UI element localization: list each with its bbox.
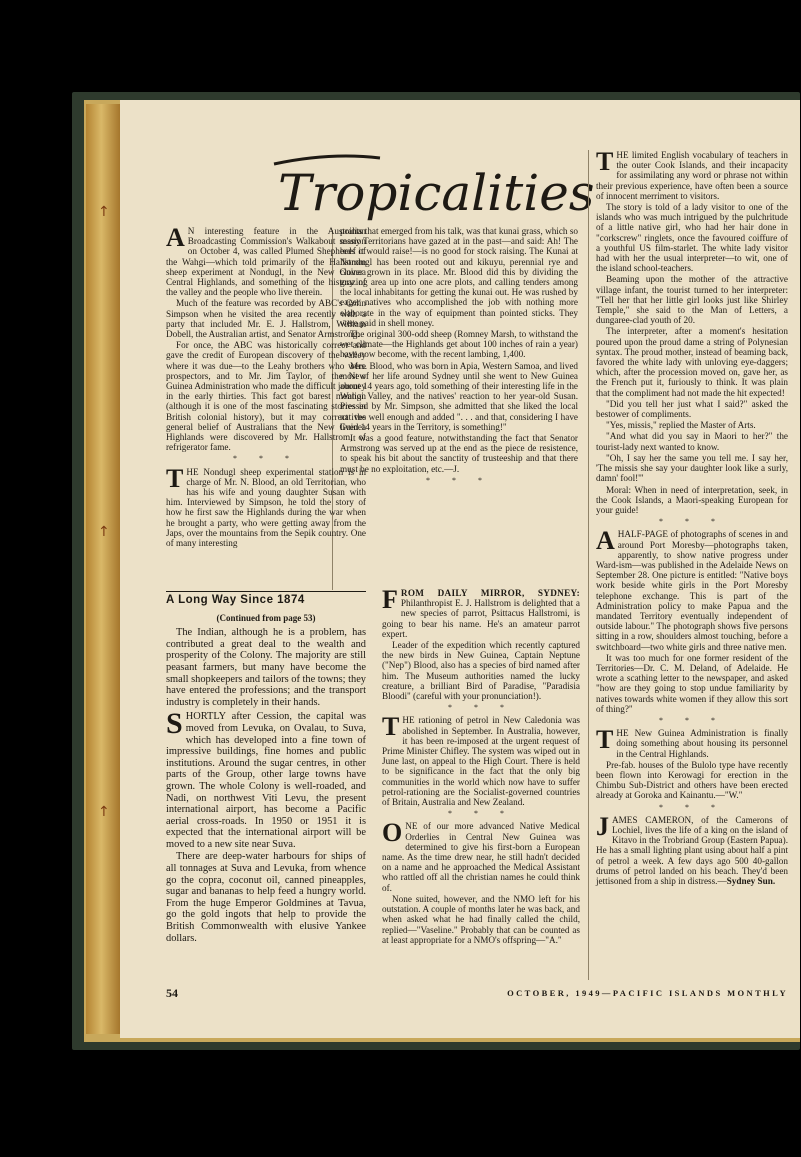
paragraph: The original 300-odd sheep (Romney Marsh, to withstand the wet climate—the Highlands get about 100 inches of rain a year) have now become, with the recent lambing, 1,400.: [340, 329, 578, 360]
paragraph: THE rationing of petrol in New Caledonia was abolished in September. In Australia, however, it has been re-imposed at the urgent request of Prime Minister Chifley. The system was wiped out in June last, on appeal to the High Court. There is held to be significance in the fact that the only big communities in the world which now have to suffer petrol-rationing are the Socialist-governed countries of Britain, Australia and New Zealand.: [382, 712, 580, 808]
paragraph: Leader of the expedition which recently captured the new birds in New Guinea, Captain Neptune ("Nep") Blood, also has a species of bird named after him. The Museum authorities named the lucky creature, a brilliant Bird of Paradise, "Paradisia Bloodi" (careful with your pronunciation!).: [382, 640, 580, 702]
page-footer: [166, 986, 788, 1000]
paragraph: The story is told of a lady visitor to one of the islands who was much intrigued by the pulchritude of a little native girl, who had her hair done in "corkscrew" ringlets, once the favoured coiffure of a youthful US film-starlet. The white lady visitor had with her the usual interpreter—to wit, one of the island school-teachers.: [596, 202, 788, 274]
paragraph: "Oh, I say her the same you tell me. I say her, 'The missis she say your daughter look like a surly, damn' fool!'": [596, 452, 788, 484]
paragraph: THE Nondugl sheep experimental station is in charge of Mr. N. Blood, an old Territorian, who has his wife and young daughter Susan with him. Interviewed by Simpson, he told the story of how he first saw the Highlands during the war when he brought a party, who were getting away from the Japs, over the mountains from the Sepik country. One of many interesting: [166, 463, 366, 549]
svg-text:Tropicalities: Tropicalities: [278, 164, 595, 222]
article-abc-walkabout: [166, 223, 366, 549]
paragraph: Pre-fab. houses of the Bulolo type have recently been flown into Kerowagi for erection in the Chimbu Sub-District and others have been erected already at Goroka and Kainantu.—"W.": [596, 759, 788, 801]
paragraph: points that emerged from his talk, was that kunai grass, which so many Territorians have gazed at in the past—and said: Ah! The beef it would raise!—is no good for stock raising. The Kunai at Nondugl has been rooted out and kikuyu, perennial rye and clover grown in its place. Mr. Blood did this by dividing the grazing area up into one acre plots, and calling tenders among the local inhabitants for getting the kunai out. He was rushed by eager natives who accomplished the job with nothing more elaborate in the way of equipment than pointed sticks. They were paid in shell money.: [340, 226, 578, 328]
separator-stars: * * *: [659, 802, 725, 812]
article-parrot-and-more: [382, 585, 580, 946]
paragraph: There are deep-water harbours for ships of all tonnages at Suva and Levuka, from whence go the copra, coconut oil, canned pineapples, sugar and bananas to help feed a hungry world. From the huge Emperor Goldmines at Tavua, go the gold ingots that help to provide the British Commonwealth with elusive Yankee dollars.: [166, 851, 366, 944]
spine-mark: ↑: [98, 524, 110, 540]
paragraph: "Yes, missis," replied the Master of Arts.: [606, 420, 756, 431]
separator-stars: * * *: [448, 809, 514, 819]
spine-page-edges: [86, 104, 120, 1034]
paragraph: JAMES CAMERON, of the Camerons of Lochiel, lives the life of a king on the island of Kitavo in the Trobriand Group (Eastern Papua). He has a small lighting plant using about half a pint of petrol a week. A few days ago 500 40-gallon drums of petrol landed on his beach. They'd been jettisoned from a ship in distress.—Sydney Sun.: [596, 811, 788, 887]
article-abc-continued: [340, 226, 578, 488]
publication-line: OCTOBER, 1949—PACIFIC ISLANDS MONTHLY: [507, 988, 788, 998]
paragraph: For once, the ABC was historically correct and gave the credit of European discovery of the valley where it was due—to the Leahy brothers who were prospectors, and to Mr. Jim Taylor, of the New Guinea Administration who made the difficult journey in the early thirties. This fact got barest mention (although it is one of the most fascinating stories in British colonial history), but it may correct the general belief of Australians that the New Guinea Highlands were discovered by Mr. Hallstrom, of refrigerator fame.: [166, 340, 366, 453]
paragraph: A N interesting feature in the Australian Broadcasting Commission's Walkabout session on October 4, was called Plumed Shepherds of the Wahgi—which told primarily of the Hallstrom sheep experiment at Nondugl, in the New Guinea Central Highlands, and something of the history of the valley and the people who live therein.: [166, 223, 366, 298]
page-number: 54: [166, 986, 178, 1000]
paragraph: It was too much for one former resident of the Territories—Dr. C. M. Deland, of Adelaide. He wrote a scathing letter to the newspaper, and asked "how are they going to stop undue familiarity by natives towards white women if they allow this sort of thing?": [596, 652, 788, 714]
paragraph: SHORTLY after Cession, the capital was moved from Levuka, on Ovalau, to Suva, which has developed into a fine town of impressive buildings, fine homes and public institutions. Around the sugar centres, in other parts of the Group, other large towns have grown. The whole Colony is well-roaded, and Nadi, on northwest Viti Levu, the present international airport, has become a Pacific aerial cross-roads. In 1950 or 1951 it is expected that the international airport will be moved to a new site near Suva.: [166, 707, 366, 850]
separator-stars: * * *: [426, 475, 492, 485]
separator-stars: * * *: [233, 454, 299, 464]
article-long-way: [166, 588, 366, 945]
spine-mark: ↑: [98, 804, 110, 820]
paragraph: FROM DAILY MIRROR, SYDNEY: Philanthropist E. J. Hallstrom is delighted that a new species of parrot, Psittacus Hallstromi, is going to bear his name. He's an amateur parrot expert.: [382, 585, 580, 639]
paragraph: Much of the feature was recorded by ABC's Colin Simpson when he visited the area recently with a party that included Mr. E. J. Hallstrom, William Dobell, the Australian artist, and Senator Armstrong.: [166, 298, 366, 340]
paragraph: It was a good feature, notwithstanding the fact that Senator Armstrong was served up at the end as the piece de resistence, to speak his bit about the sanctity of trusteeship and that there must be no exploitation, etc.—J.: [340, 433, 578, 474]
separator-stars: * * *: [448, 703, 514, 713]
separator-stars: * * *: [659, 517, 725, 527]
paragraph: The Indian, although he is a problem, has contributed a great deal to the wealth and prosperity of the Colony. The majority are still peasant farmers, but many have become the small shopkeepers and tailors of the towns; they have entered the professions; and the transport industry is completely in their hands.: [166, 627, 366, 708]
paragraph: "And what did you say in Maori to her?" the tourist-lady next wanted to know.: [596, 431, 788, 452]
paragraph: ONE of our more advanced Native Medical Orderlies in Central New Guinea was determined to give his first-born a European name. As the time drew near, he still hadn't decided on a name and he approached the Medical Assistant who rattled off all the christian names he could think of.: [382, 818, 580, 893]
article-heading: A Long Way Since 1874: [166, 591, 366, 611]
paragraph: THE New Guinea Administration is finally doing something about housing its personnel in the Central Highlands.: [596, 725, 788, 759]
magazine-page: [120, 100, 800, 1038]
paragraph: AHALF-PAGE of photographs of scenes in and around Port Moresby—photographs taken, apparently, to show native progress under Ward-ism—was published in the Adelaide News on September 28. One picture is entitled: "Native boys work beside white girls in the Port Moresby telephone exchange. This is part of the Administration policy to make Papua and the mandated Territory eventually independent of outside labour." The photograph shows five persons sitting in a row, shoulders almost touching, before a switchboard—two white girls and three native men.: [596, 526, 788, 652]
paragraph: "Did you tell her just what I said?" asked the bestower of compliments.: [596, 398, 788, 420]
page-title: [270, 142, 595, 232]
spine-mark: ↑: [98, 204, 110, 220]
paragraph: The interpreter, after a moment's hesitation poured upon the proud dame a string of Polynesian syntax. The proud mother, instead of beaming back, favored the white lady with unloving eye-daggers; which, after the procession moved on, gave her, as the French put it, furiously to think. It was plain that the compliment had not made the hit expected!: [596, 326, 788, 398]
column-rule: [588, 150, 589, 980]
paragraph: None suited, however, and the NMO left for his outstation. A couple of months later he was back, and when asked what he had finally called the child, replied—"Vaseline." Probably that can be counted as at least appropriate for a NMO's offspring—"A.": [382, 893, 580, 945]
continued-note: (Continued from page 53): [216, 612, 316, 623]
paragraph: THE limited English vocabulary of teachers in the outer Cook Islands, and their incapacity for assimilating any word or phrase not within their previous experience, have often been a source of innocent merriment to visitors.: [596, 147, 788, 201]
paragraph: Mrs. Blood, who was born in Apia, Western Samoa, and lived most of her life around Sydney until she went to New Guinea about 14 years ago, told something of their interesting life in the Wahgi Valley, and the natives' reaction to her year-old Susan. Pressed by Mr. Simpson, she admitted that she liked the local natives well enough and added ". . . and that, considering I have lived 14 years in the Territory, is something!": [340, 360, 578, 432]
separator-stars: * * *: [659, 715, 725, 725]
article-cook-islands-and-more: [596, 147, 788, 887]
paragraph: Beaming upon the mother of the attractive village infant, the tourist turned to her interpreter: "Tell her that her little girl looks just like Shirley Temple," she said to the Man of Letters, a dungaree-clad youth of 20.: [596, 274, 788, 326]
paragraph: Moral: When in need of interpretation, seek, in the Cook Islands, a Maori-speaking European for your guide!: [596, 484, 788, 515]
